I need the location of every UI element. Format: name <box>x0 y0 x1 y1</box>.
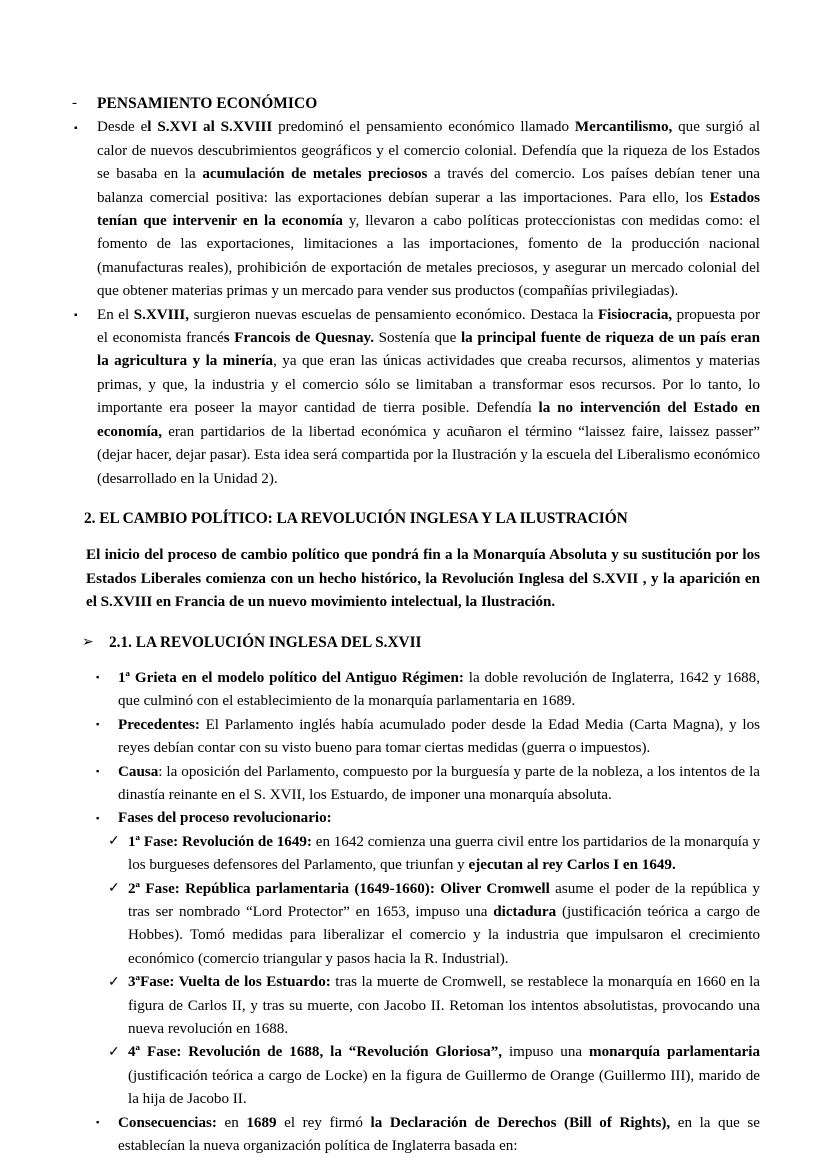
check-bullet-icon: ✓ <box>108 834 120 850</box>
square-bullet-icon: ▪ <box>96 720 100 731</box>
item-fase-3 <box>70 971 760 1041</box>
item-causa-text: Causa: la oposición del Parlamento, compuesto por la burguesía y parte de la nobleza, a los intentos de la dinastía reinante en el S. XVII, los Estuardo, de imponer una monarquía absoluta. <box>118 763 760 803</box>
item-precedentes <box>70 714 760 761</box>
item-consecuencias-text: Consecuencias: en 1689 el rey firmó la Declaración de Derechos (Bill of Rights), en la que se establecían la nueva organización política de Inglaterra basada en: <box>118 1114 760 1155</box>
check-bullet-icon: ✓ <box>108 1044 120 1060</box>
item-causa <box>70 761 760 808</box>
item-grieta-text: 1ª Grieta en el modelo político del Antiguo Régimen: la doble revolución de Inglaterra, 1642 y 1688, que culminó con el establecimiento de la monarquía parlamentaria en 1689. <box>118 669 760 710</box>
square-bullet-icon: ▪ <box>96 673 100 684</box>
arrow-bullet-icon: ➢ <box>82 634 94 650</box>
bullet-fisiocracia <box>72 304 760 491</box>
check-bullet-icon: ✓ <box>108 974 120 990</box>
item-grieta <box>70 667 760 714</box>
heading-seccion-2: 2. EL CAMBIO POLÍTICO: LA REVOLUCIÓN INGLESA Y LA ILUSTRACIÓN <box>84 509 628 527</box>
heading-pensamiento-economico-label: PENSAMIENTO ECONÓMICO <box>97 95 318 112</box>
item-fase-2-text: 2ª Fase: República parlamentaria (1649-1660): Oliver Cromwell asume el poder de la república y tras ser nombrado “Lord Protector” en 1653, impuso una dictadura (justificación teórica a cargo de Hobbes). Tomó medidas para liberalizar el comercio y la industria que impulsaron el crecimiento económico (comercio triangular y pasos hacia la R. Industrial). <box>128 880 761 967</box>
heading-seccion-2-1 <box>82 631 760 655</box>
square-bullet-icon: ▪ <box>96 767 100 778</box>
bullet-fisiocracia-text: En el S.XVIII, surgieron nuevas escuelas de pensamiento económico. Destaca la Fisiocracia, propuesta por el economista francés Francois de Quesnay. Sostenía que la principal fuente de riqueza de un país eran la agricultura y la minería, ya que eran las únicas actividades que creaba recursos, alimentos y materias primas, y que, la industria y el comercio sólo se limitaban a transformar esos recursos. Por lo tanto, lo importante era poseer la mayor cantidad de tierra posible. Defendía la no intervención del Estado en economía, eran partidarios de la libertad económica y acuñaron el término “laissez faire, laissez passer” (dejar hacer, dejar pasar). Esta idea será compartida por la Ilustración y la escuela del Liberalismo económico (desarrollado en la Unidad 2). <box>97 306 760 487</box>
bullet-mercantilismo <box>72 116 760 303</box>
heading-pensamiento-economico <box>72 92 760 116</box>
item-fase-1-text: 1ª Fase: Revolución de 1649: en 1642 comienza una guerra civil entre los partidarios de la monarquía y los burgueses defensores del Parlamento, que triunfan y ejecutan al rey Carlos I en 1649. <box>128 833 761 874</box>
square-bullet-icon: ▪ <box>74 122 78 134</box>
dash-bullet-icon: - <box>72 95 77 111</box>
intro-seccion-2: El inicio del proceso de cambio político que pondrá fin a la Monarquía Absoluta y su sustitución por los Estados Liberales comienza con un hecho histórico, la Revolución Inglesa del S.XVII , y la aparición en el S.XVIII en Francia de un nuevo movimiento intelectual, la Ilustración. <box>86 547 760 611</box>
item-precedentes-text: Precedentes: El Parlamento inglés había acumulado poder desde la Edad Media (Carta Magna), y los reyes debían contar con su visto bueno para tomar ciertas medidas (guerra o impuestos). <box>118 716 760 757</box>
item-fases <box>70 807 760 830</box>
square-bullet-icon: ▪ <box>96 813 100 824</box>
heading-seccion-2-1-label: 2.1. LA REVOLUCIÓN INGLESA DEL S.XVII <box>109 633 422 651</box>
bullet-mercantilismo-text: Desde el S.XVI al S.XVIII predominó el pensamiento económico llamado Mercantilismo, que surgió al calor de nuevos descubrimientos geográficos y el comercio colonial. Defendía que la riqueza de los Estados se basaba en la acumulación de metales preciosos a través del comercio. Los países debían tener una balanza comercial positiva: las exportaciones debían superar a las importaciones. Para ello, los Estados tenían que intervenir en la economía y, llevaron a cabo políticas proteccionistas con medidas como: el fomento de las exportaciones, limitaciones a las importaciones, fomento de la producción nacional (manufacturas reales), prohibición de exportación de metales preciosos, y asegurar un mercado colonial del que obtener materias primas y un mercado para vender sus productos (compañías privilegiadas). <box>97 119 761 300</box>
item-fase-4-text: 4ª Fase: Revolución de 1688, la “Revolución Gloriosa”, impuso una monarquía parlamentaria (justificación teórica a cargo de Locke) en la figura de Guillermo de Orange (Guillermo III), marido de la hija de Jacobo II. <box>128 1044 761 1108</box>
item-fase-2 <box>70 878 760 972</box>
item-consecuencias <box>70 1112 760 1159</box>
item-fases-text: Fases del proceso revolucionario: <box>118 810 332 827</box>
square-bullet-icon: ▪ <box>74 310 78 322</box>
item-fase-4 <box>70 1041 760 1111</box>
square-bullet-icon: ▪ <box>96 1118 100 1129</box>
item-fase-3-text: 3ªFase: Vuelta de los Estuardo: tras la muerte de Cromwell, se restablece la monarquía en 1660 en la figura de Carlos II, y tras su muerte, con Jacobo II. Retoman los intentos absolutistas, provocando una nueva revolución en 1688. <box>128 974 761 1038</box>
check-bullet-icon: ✓ <box>108 881 120 897</box>
item-fase-1 <box>70 831 760 878</box>
document-content <box>70 92 760 1158</box>
